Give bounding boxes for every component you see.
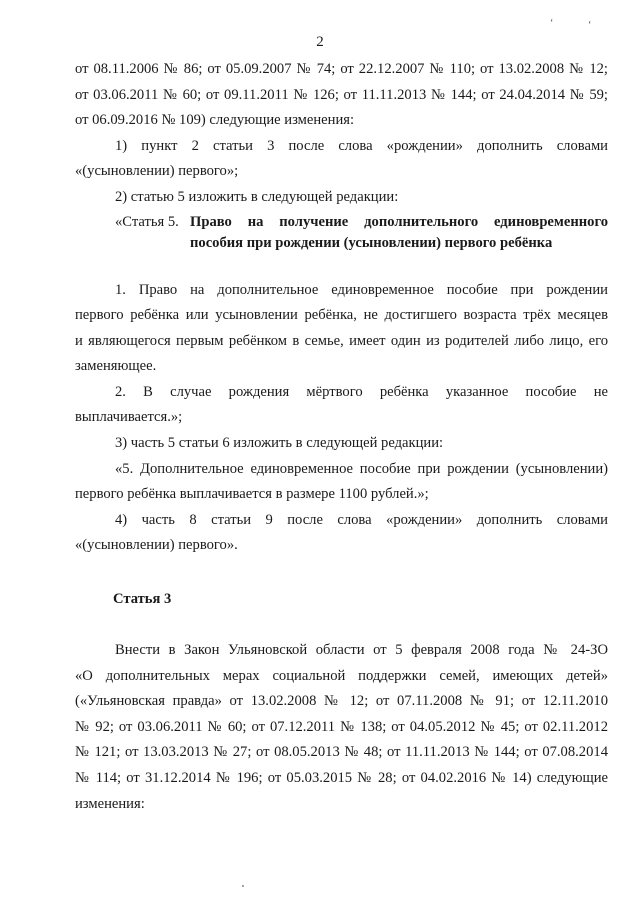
text-line: «5. Дополнительное единовременное пособие при рождении (усыновлении) xyxy=(115,461,608,477)
text-line: от 03.06.2011 № 60; от 09.11.2011 № 126; от 11.11.2013 № 144; от 24.04.2014 № 59; xyxy=(75,87,608,103)
text-line: Внести в Закон Ульяновской области от 5 февраля 2008 года № 24-ЗО xyxy=(115,642,608,658)
text-line: от 06.09.2016 № 109) следующие изменения: xyxy=(75,112,355,128)
text-line: № 121; от 13.03.2013 № 27; от 08.05.2013 № 48; от 11.11.2013 № 144; от 07.08.2014 xyxy=(75,744,608,760)
text-line: выплачивается.»; xyxy=(75,409,183,425)
text-line: и являющегося первым ребёнком в семье, имеет один из родителей либо лицо, его xyxy=(75,333,608,349)
text-line: № 92; от 03.06.2011 № 60; от 07.12.2011 № 138; от 04.05.2012 № 45; от 02.11.2012 xyxy=(75,719,608,735)
page-number: 2 xyxy=(316,34,324,50)
text-line: 2) статью 5 изложить в следующей редакции: xyxy=(115,189,399,205)
text-line: первого ребёнка или усыновлении ребёнка, не достигшего возраста трёх месяцев xyxy=(75,307,608,323)
article-title: Право на получение дополнительного единовременного xyxy=(190,214,608,230)
text-line: «(усыновлении) первого»; xyxy=(75,163,239,179)
text-line: 3) часть 5 статьи 6 изложить в следующей редакции: xyxy=(115,435,444,451)
text-line: изменения: xyxy=(75,796,145,812)
text-line: 2. В случае рождения мёртвого ребёнка указанное пособие не xyxy=(115,384,608,400)
text-line: первого ребёнка выплачивается в размере 1100 рублей.»; xyxy=(75,486,429,502)
corner-mark: ‘ xyxy=(550,18,554,29)
text-line: № 114; от 31.12.2014 № 196; от 05.03.2015 № 28; от 04.02.2016 № 14) следующие xyxy=(75,770,608,786)
text-line: «(усыновлении) первого». xyxy=(75,537,238,553)
text-line: 4) часть 8 статьи 9 после слова «рождении» дополнить словами xyxy=(115,512,608,528)
text-line: («Ульяновская правда» от 13.02.2008 № 12; от 07.11.2008 № 91; от 12.11.2010 xyxy=(75,693,608,709)
text-line: «О дополнительных мерах социальной поддержки семей, имеющих детей» xyxy=(75,668,608,684)
scan-speck xyxy=(242,885,244,887)
text-line: 1. Право на дополнительное единовременное пособие при рождении xyxy=(115,282,608,298)
text-line: от 08.11.2006 № 86; от 05.09.2007 № 74; от 22.12.2007 № 110; от 13.02.2008 № 12; xyxy=(75,61,608,77)
corner-mark: ‘ xyxy=(588,20,592,31)
text-line: заменяющее. xyxy=(75,358,157,374)
text-line: 1) пункт 2 статьи 3 после слова «рождении» дополнить словами xyxy=(115,138,608,154)
article-prefix: «Статья 5. xyxy=(115,214,179,230)
article-title: пособия при рождении (усыновлении) первого ребёнка xyxy=(190,235,553,251)
article-heading: Статья 3 xyxy=(113,591,172,607)
